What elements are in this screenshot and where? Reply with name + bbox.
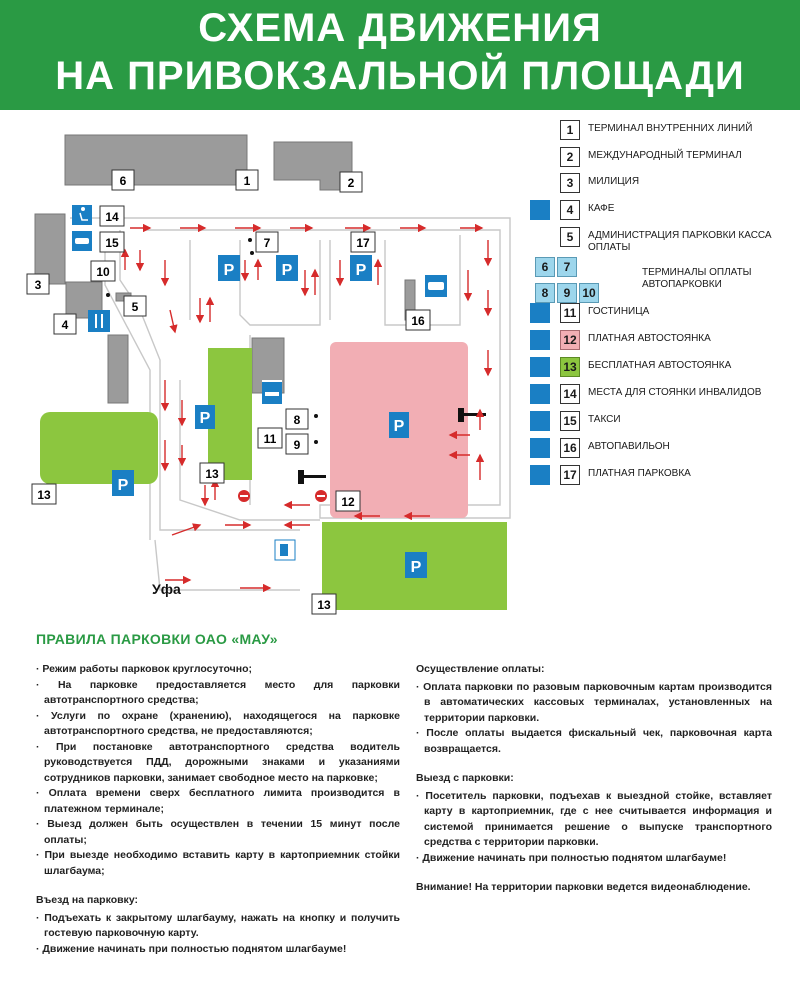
legend-number: 1 [560, 120, 580, 140]
traffic-map [0, 110, 530, 620]
legend-label: БЕСПЛАТНАЯ АВТОСТОЯНКА [588, 360, 732, 371]
legend-label: ПЛАТНАЯ АВТОСТОЯНКА [588, 333, 711, 344]
svg-text:10: 10 [96, 265, 110, 279]
svg-text:6: 6 [119, 174, 127, 188]
map-label-13 [200, 463, 224, 483]
city-direction-label: Уфа [152, 581, 181, 597]
page-title-line1: СХЕМА ДВИЖЕНИЯ [198, 6, 602, 50]
svg-text:13: 13 [37, 488, 51, 502]
svg-text:8: 8 [293, 413, 301, 427]
parking-sign-label: P [393, 418, 405, 435]
legend-row [530, 438, 792, 460]
svg-text:2: 2 [347, 176, 355, 190]
map-label-2 [340, 172, 362, 192]
legend-row [530, 465, 792, 487]
taxi-icon [530, 411, 550, 431]
payment-item: · После оплаты выдается фискальный чек, парковочная карта возвращается. [416, 726, 772, 757]
parking-sign-label: P [117, 477, 129, 494]
legend-row [530, 147, 792, 169]
legend-label: ПЛАТНАЯ ПАРКОВКА [588, 468, 691, 479]
rule-intro: · Режим работы парковок круглосуточно; [36, 662, 400, 678]
legend-number: 5 [560, 227, 580, 247]
page-title-line2: НА ПРИВОКЗАЛЬНОЙ ПЛОЩАДИ [55, 54, 745, 98]
legend-label: МИЛИЦИЯ [588, 176, 640, 187]
map-label-17 [351, 232, 375, 252]
parking-icon [530, 357, 550, 377]
map-label-1 [236, 170, 258, 190]
svg-text:13: 13 [317, 598, 331, 612]
barrier-gate-icon [458, 408, 464, 422]
parking-sign-label: P [355, 262, 367, 279]
parking-sign-label: P [281, 262, 293, 279]
paid-parking-icon [530, 465, 550, 485]
legend-label: КАФЕ [588, 203, 615, 214]
exit-item: · Движение начинать при полностью поднятом шлагбауме! [416, 851, 772, 867]
legend-number: 4 [560, 200, 580, 220]
bus-icon [530, 438, 550, 458]
map-label-11 [258, 428, 282, 448]
legend-label: АВТОПАВИЛЬОН [588, 441, 670, 452]
free-parking-left [40, 412, 158, 484]
map-label-4 [54, 314, 76, 334]
entry-item: · Подъехать к закрытому шлагбауму, нажать на кнопку и получить гостевую парковочную карту. [36, 911, 400, 942]
legend-number: 12 [560, 330, 580, 350]
map-label-13 [32, 484, 56, 504]
parking-sign-label: P [223, 262, 235, 279]
legend-number: 17 [560, 465, 580, 485]
payment-heading: Осуществление оплаты: [416, 663, 545, 675]
svg-text:16: 16 [411, 314, 425, 328]
svg-text:3: 3 [34, 278, 42, 292]
rule-item: · Оплата времени сверх бесплатного лимита производится в платежном терминале; [36, 786, 400, 817]
svg-text:7: 7 [263, 236, 271, 250]
svg-text:1: 1 [243, 174, 251, 188]
legend-row [530, 257, 792, 300]
legend-label: МЕЖДУНАРОДНЫЙ ТЕРМИНАЛ [588, 150, 742, 161]
svg-text:14: 14 [105, 210, 119, 224]
legend-label: МЕСТА ДЛЯ СТОЯНКИ ИНВАЛИДОВ [588, 387, 762, 398]
legend-row [530, 227, 792, 253]
legend-row [530, 384, 792, 406]
exit-item: · Посетитель парковки, подъехав к выездной стойке, вставляет карту в картоприемник, где с нее считывается информация и системой принимается решение о выпуске транспортного средства с территории парковки. [416, 789, 772, 851]
legend-number: 7 [557, 257, 577, 277]
legend-label: АДМИНИСТРАЦИЯ ПАРКОВКИ КАССА ОПЛАТЫ [588, 230, 772, 253]
map-label-9 [286, 434, 308, 454]
map-label-10 [91, 261, 115, 281]
payment-item: · Оплата парковки по разовым парковочным картам производится в автоматических кассовых терминалах, установленных на территории парковки. [416, 680, 772, 727]
legend-number: 10 [579, 283, 599, 303]
parking-sign-label: P [410, 559, 422, 576]
cafe-icon [530, 200, 550, 220]
legend-row [530, 173, 792, 195]
map-label-5 [124, 296, 146, 316]
legend-number: 11 [560, 303, 580, 323]
legend-number: 9 [557, 283, 577, 303]
rules-right-column [416, 662, 772, 898]
parking-sign-label: P [199, 410, 211, 427]
svg-text:17: 17 [356, 236, 370, 250]
legend-row [530, 411, 792, 433]
svg-text:13: 13 [205, 467, 219, 481]
map-label-12 [336, 491, 360, 511]
rules-title: ПРАВИЛА ПАРКОВКИ ОАО «МАУ» [36, 631, 278, 647]
legend-row [530, 357, 792, 379]
header-banner [0, 0, 800, 110]
parking-icon [530, 330, 550, 350]
wheelchair-icon [530, 384, 550, 404]
legend-number: 16 [560, 438, 580, 458]
svg-text:4: 4 [61, 318, 69, 332]
map-label-16 [406, 310, 430, 330]
rule-item: · На парковке предоставляется место для парковки автотранспортного средства; [36, 678, 400, 709]
legend-number: 13 [560, 357, 580, 377]
map-label-13 [312, 594, 336, 614]
building-terminal-domestic [65, 135, 247, 185]
legend-row [530, 200, 792, 222]
svg-text:11: 11 [263, 432, 277, 446]
exit-heading: Выезд с парковки: [416, 772, 514, 784]
entry-item: · Движение начинать при полностью поднятом шлагбауме! [36, 942, 400, 958]
legend-label: ТАКСИ [588, 414, 621, 425]
legend-number: 15 [560, 411, 580, 431]
rule-item: · При постановке автотранспортного средства водитель руководствуется ПДД, дорожными знаками и указаниями сотрудников парковки, занимает свободное место на парковке; [36, 740, 400, 787]
map-label-3 [27, 274, 49, 294]
map-label-7 [256, 232, 278, 252]
legend-number: 3 [560, 173, 580, 193]
map-label-8 [286, 409, 308, 429]
rule-item: · При выезде необходимо вставить карту в картоприемник стойки шлагбаума; [36, 848, 400, 879]
rules-left-column [36, 662, 400, 957]
legend-number: 8 [535, 283, 555, 303]
svg-text:12: 12 [341, 495, 355, 509]
legend-label: ГОСТИНИЦА [588, 306, 650, 317]
legend-number: 14 [560, 384, 580, 404]
svg-text:5: 5 [131, 300, 139, 314]
rule-item: · Услуги по охране (хранению), находящегося на парковке автотранспортного средства, не предоставляются; [36, 709, 400, 740]
legend-row [530, 330, 792, 352]
rule-item: · Выезд должен быть осуществлен в течении 15 минут после оплаты; [36, 817, 400, 848]
legend-number: 6 [535, 257, 555, 277]
legend-row [530, 120, 792, 142]
legend-label: ТЕРМИНАЛ ВНУТРЕННИХ ЛИНИЙ [588, 123, 753, 134]
map-label-14 [100, 206, 124, 226]
svg-text:9: 9 [293, 438, 301, 452]
svg-text:15: 15 [105, 236, 119, 250]
legend-number: 2 [560, 147, 580, 167]
hotel-icon [530, 303, 550, 323]
legend-label: ТЕРМИНАЛЫ ОПЛАТЫ АВТОПАРКОВКИ [642, 267, 752, 290]
video-warning: Внимание! На территории парковки ведется видеонаблюдение. [416, 881, 751, 893]
barrier-gate-icon [298, 470, 304, 484]
map-label-15 [100, 232, 124, 252]
entry-heading: Въезд на парковку: [36, 894, 139, 906]
cafe-icon [88, 310, 110, 332]
building-small-1 [108, 335, 128, 403]
legend-row [530, 303, 792, 325]
map-label-6 [112, 170, 134, 190]
